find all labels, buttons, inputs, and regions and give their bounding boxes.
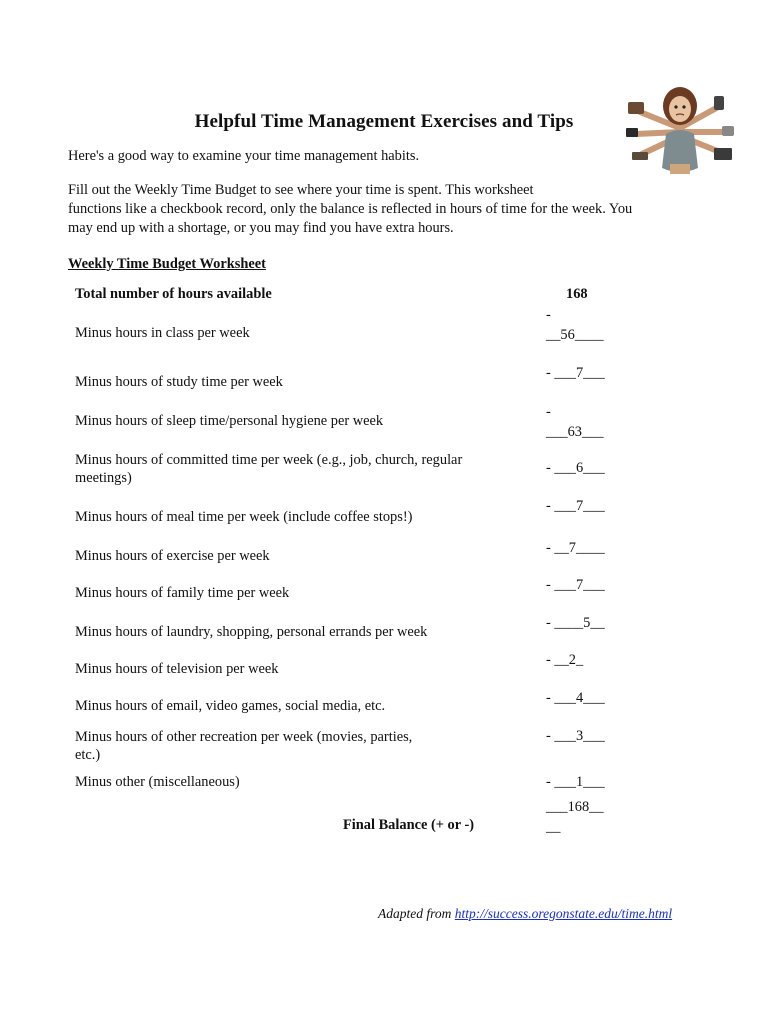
budget-row-value: - ____5__ — [546, 615, 605, 631]
budget-row-value — [546, 402, 636, 442]
budget-row-label: Minus hours of sleep time/personal hygiene per week — [75, 413, 384, 429]
budget-row-value: - __2_ — [546, 652, 584, 668]
description-paragraph — [68, 181, 678, 238]
attribution-prefix: Adapted from — [378, 906, 455, 921]
budget-row-label — [75, 451, 495, 487]
budget-row-value: - ___1___ — [546, 774, 605, 790]
budget-row-value: - ___7___ — [546, 577, 605, 593]
budget-row-value — [546, 305, 636, 345]
page-title: Helpful Time Management Exercises and Tips — [194, 111, 574, 132]
budget-row-label: Minus hours of meal time per week (include coffee stops!) — [75, 509, 413, 525]
description-line: Fill out the Weekly Time Budget to see where your time is spent. This worksheet — [68, 182, 534, 198]
budget-row-value: - ___7___ — [546, 365, 605, 381]
value-line: __ — [546, 819, 561, 835]
value-line: ___168__ — [546, 799, 604, 815]
description-line: may end up with a shortage, or you may find you have extra hours. — [68, 220, 454, 236]
budget-row-value: - __7____ — [546, 540, 605, 556]
worksheet-title: Weekly Time Budget Worksheet — [68, 256, 266, 272]
value-line: __56____ — [546, 327, 604, 343]
budget-row-label: Minus hours of laundry, shopping, personal errands per week — [75, 624, 428, 640]
label-line: Minus hours of committed time per week (e.g., job, church, regular — [75, 452, 463, 468]
label-line: etc.) — [75, 747, 101, 763]
budget-row-label: Minus hours of email, video games, social media, etc. — [75, 698, 386, 714]
final-balance-value — [546, 797, 636, 837]
value-line: - — [546, 307, 551, 323]
description-line: functions like a checkbook record, only the balance is reflected in hours of time for the week. You — [68, 201, 633, 217]
budget-row-label: Minus hours of family time per week — [75, 585, 290, 601]
label-line: meetings) — [75, 470, 132, 486]
attribution — [378, 906, 672, 922]
total-hours-label: Total number of hours available — [75, 286, 272, 302]
label-line: Minus hours of other recreation per week (movies, parties, — [75, 729, 413, 745]
budget-row-value: - ___3___ — [546, 728, 605, 744]
budget-row-label: Minus hours of television per week — [75, 661, 279, 677]
budget-row-value: - ___7___ — [546, 498, 605, 514]
budget-row-label: Minus hours of exercise per week — [75, 548, 270, 564]
source-link[interactable]: http://success.oregonstate.edu/time.html — [454, 906, 673, 921]
budget-row-label: Minus hours of study time per week — [75, 374, 283, 390]
value-line: - — [546, 404, 551, 420]
total-hours-value: 168 — [566, 286, 588, 302]
budget-row-label: Minus other (miscellaneous) — [75, 774, 240, 790]
value-line: ___63___ — [546, 424, 604, 440]
budget-row-label — [75, 728, 495, 764]
budget-row-label: Minus hours in class per week — [75, 325, 250, 341]
budget-row-value: - ___4___ — [546, 690, 605, 706]
budget-row-value: - ___6___ — [546, 460, 605, 476]
final-balance-label: Final Balance (+ or -) — [343, 817, 475, 833]
intro-text: Here's a good way to examine your time management habits. — [68, 148, 420, 164]
